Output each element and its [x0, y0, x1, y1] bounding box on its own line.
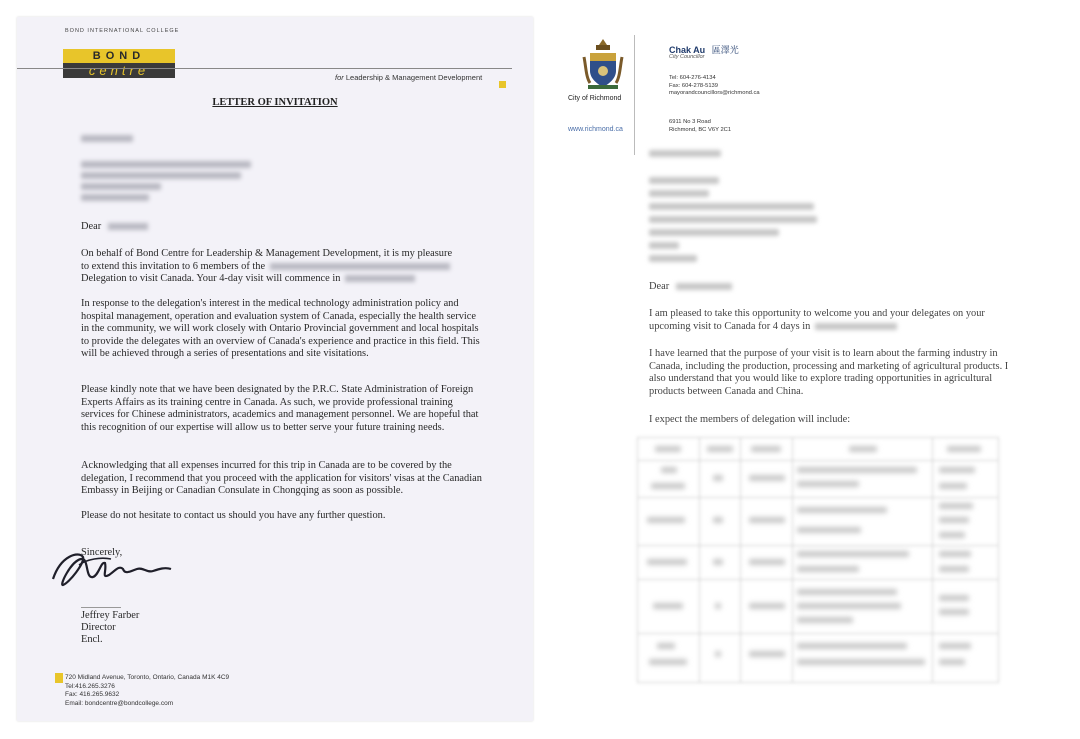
signature-rule — [81, 607, 121, 608]
tagline — [335, 73, 482, 82]
table-column-line — [932, 437, 933, 683]
footer-address-block — [65, 674, 229, 708]
website-link[interactable]: www.richmond.ca — [568, 126, 623, 133]
paragraph-3: I expect the members of delegation will include: — [649, 414, 851, 425]
redacted-cell — [797, 659, 925, 665]
redacted-cell — [797, 527, 861, 533]
signer-name: Jeffrey Farber — [81, 610, 140, 621]
redacted-cell — [797, 551, 909, 557]
redacted-header — [849, 446, 877, 452]
redacted-cell — [749, 651, 785, 657]
redacted-address-line — [649, 242, 679, 249]
header-divider — [634, 35, 635, 155]
paragraph-2: I have learned that the purpose of your visit is to learn about the farming industry in Canada, including the production, processing and marketing of agricultural products. I also understand that you would like to explore trading opportunities in agricultural products between Canada and China. — [649, 348, 1009, 397]
redacted-cell — [797, 507, 887, 513]
redacted-cell — [715, 651, 721, 657]
redacted-cell — [939, 659, 965, 665]
city-name: City of Richmond — [568, 95, 622, 102]
redacted-date — [345, 275, 415, 282]
redacted-cell — [939, 483, 967, 489]
councillor-name: Chak Au — [669, 45, 706, 55]
redacted-cell — [797, 603, 901, 609]
redacted-cell — [649, 659, 687, 665]
redacted-name — [676, 283, 732, 290]
redacted-address-line — [649, 203, 814, 210]
redacted-cell — [939, 595, 969, 601]
redacted-cell — [657, 643, 675, 649]
redacted-cell — [797, 643, 907, 649]
redacted-cell — [653, 603, 683, 609]
redacted-header — [947, 446, 981, 452]
contact-block — [669, 75, 760, 98]
closing: Sincerely, — [81, 547, 123, 558]
richmond-coat-of-arms-icon — [582, 37, 624, 91]
p1-line-b — [649, 321, 1019, 334]
salutation-text: Dear — [649, 281, 670, 292]
table-column-line — [699, 437, 700, 683]
letter-heading: LETTER OF INVITATION — [212, 97, 338, 108]
redacted-address-line — [81, 183, 161, 190]
contact-email: mayorandcouncillors@richmond.ca — [669, 90, 760, 97]
contact-tel: Tel: 604-276-4134 — [669, 75, 716, 81]
college-name: BOND INTERNATIONAL COLLEGE — [65, 28, 180, 34]
bond-invitation-letter — [17, 17, 533, 721]
redacted-cell — [715, 603, 721, 609]
salutation — [649, 281, 732, 294]
redacted-cell — [647, 559, 687, 565]
p1-b-text: to extend this invitation to 6 members of the — [81, 260, 266, 272]
redacted-address-line — [649, 190, 709, 197]
p1-line-c — [81, 273, 481, 286]
paragraph-5: Please do not hesitate to contact us should you have any further question. — [81, 510, 386, 521]
redacted-address-line — [649, 255, 697, 262]
delegation-table — [637, 437, 999, 683]
councillor-chinese-name: 區澤光 — [711, 45, 739, 55]
p1-b-text: upcoming visit to Canada for 4 days in — [649, 320, 811, 332]
redacted-cell — [713, 559, 723, 565]
tagline-text: Leadership & Management Development — [345, 73, 483, 82]
redacted-cell — [939, 551, 971, 557]
table-row-line — [637, 545, 999, 546]
redacted-cell — [797, 467, 917, 473]
redacted-cell — [749, 517, 785, 523]
paragraph-2: In response to the delegation's interest in the medical technology administration policy and hospital management, operation and evaluation system of Canada, especially the health service in the community, we will work closely with Ontario Provincial government and local hospitals to provide the delegates with an overview of Canada's experience and practice in this field. This will be achieved through a series of presentations and site visitations. — [81, 298, 480, 360]
footer-email: Email: bondcentre@bondcollege.com — [65, 699, 174, 707]
table-header-row — [637, 437, 999, 461]
yellow-square-icon — [55, 673, 63, 683]
redacted-cell — [797, 617, 853, 623]
redacted-cell — [749, 559, 785, 565]
redacted-header — [751, 446, 781, 452]
redacted-cell — [939, 609, 969, 615]
footer-tel: Tel:416.265.3276 — [65, 682, 115, 690]
redacted-cell — [939, 467, 975, 473]
address-city: Richmond, BC V6Y 2C1 — [669, 126, 732, 133]
redacted-cell — [713, 475, 723, 481]
enclosure: Encl. — [81, 634, 103, 645]
p1-line-a: On behalf of Bond Centre for Leadership & Management Development, it is my pleasure — [81, 248, 453, 259]
redacted-cell — [939, 517, 969, 523]
redacted-cell — [749, 475, 785, 481]
redacted-cell — [939, 503, 973, 509]
bond-centre-logo — [63, 49, 175, 78]
table-column-line — [792, 437, 793, 683]
p1-c-text: Delegation to visit Canada. Your 4-day visit will commence in — [81, 273, 341, 285]
tagline-for: for — [335, 73, 344, 82]
table-row-line — [637, 633, 999, 634]
redacted-cell — [797, 566, 859, 572]
redacted-date — [81, 135, 133, 142]
redacted-address-line — [649, 177, 719, 184]
redacted-cell — [647, 517, 685, 523]
table-row-line — [637, 497, 999, 498]
redacted-cell — [713, 517, 723, 523]
redacted-cell — [797, 481, 859, 487]
header-rule — [17, 68, 512, 69]
signer-title: Director — [81, 622, 116, 633]
redacted-cell — [797, 589, 897, 595]
paragraph-4: Acknowledging that all expenses incurred for this trip in Canada are to be covered by the delegation, I recommend that you proceed with the application for visitors' visas at the Canadian Embassy in Beijing or Canadian Consulate in Chongqing as soon as possible. — [81, 460, 482, 497]
redacted-header — [707, 446, 733, 452]
redacted-address-line — [81, 172, 241, 179]
address-street: 6911 No 3 Road — [669, 119, 711, 125]
redacted-header — [655, 446, 681, 452]
p1-line-a: I am pleased to take this opportunity to welcome you and your delegates on your — [649, 308, 985, 319]
redacted-address-line — [649, 229, 779, 236]
footer-fax: Fax: 416.265.9632 — [65, 691, 120, 699]
redacted-address-line — [81, 194, 149, 201]
richmond-letter — [546, 17, 1062, 721]
salutation — [81, 221, 148, 234]
contact-fax: Fax: 604-278-5139 — [669, 82, 718, 89]
redacted-org — [270, 263, 450, 270]
paragraph-3: Please kindly note that we have been designated by the P.R.C. State Administration of Foreign Experts Affairs as its training centre in Canada. As such, we provide professional training services for Chinese administrators, academics and management personnel. We are hopeful that this recognition of our expertise will allow us to better serve your future training needs. — [81, 384, 479, 433]
logo-top-text: BOND — [63, 49, 175, 63]
redacted-cell — [939, 643, 971, 649]
redacted-date — [649, 150, 721, 157]
p1-line-b — [81, 261, 481, 274]
yellow-square-icon — [499, 81, 506, 88]
signature — [49, 549, 179, 589]
logo-bottom-text: centre — [63, 63, 175, 78]
councillor-title: City Councillor — [669, 54, 705, 60]
redacted-dates — [815, 323, 897, 330]
address-block — [669, 119, 731, 134]
redacted-address-line — [81, 161, 251, 168]
redacted-cell — [661, 467, 677, 473]
table-column-line — [740, 437, 741, 683]
redacted-cell — [939, 566, 969, 572]
paragraph-1 — [649, 308, 1019, 333]
table-row-line — [637, 579, 999, 580]
salutation-text: Dear — [81, 221, 102, 232]
redacted-name — [108, 223, 148, 230]
redacted-cell — [939, 532, 965, 538]
redacted-cell — [749, 603, 785, 609]
redacted-cell — [651, 483, 685, 489]
footer-address: 720 Midland Avenue, Toronto, Ontario, Canada M1K 4C9 — [65, 674, 230, 681]
paragraph-1 — [81, 248, 481, 286]
redacted-address-line — [649, 216, 817, 223]
